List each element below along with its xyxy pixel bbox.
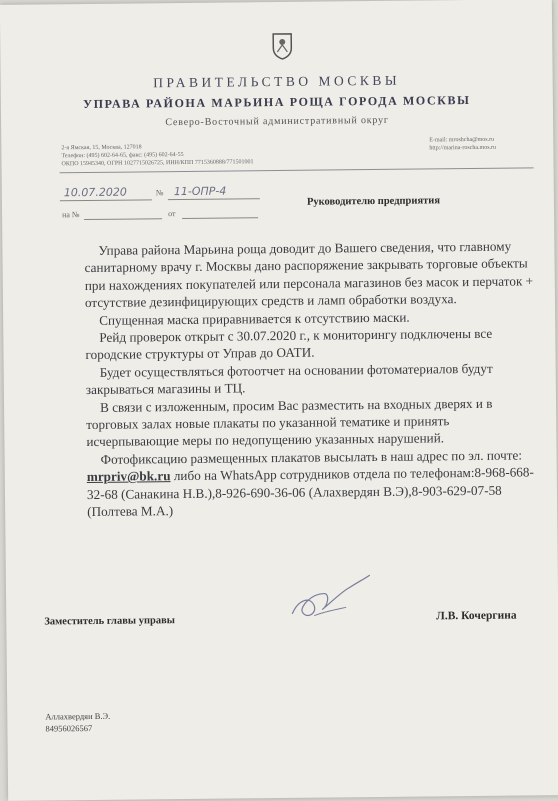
- number-label: №: [155, 188, 164, 198]
- date-underline: [60, 199, 152, 201]
- on-number-underline: [84, 218, 162, 220]
- government-title: ПРАВИТЕЛЬСТВО МОСКВЫ: [153, 72, 401, 91]
- number-underline: [168, 198, 260, 200]
- letter-date: 10.07.2020: [63, 185, 127, 200]
- okrug-subtitle: Северо-Восточный административный округ: [165, 114, 389, 129]
- paragraph-6-end: либо на WhatsApp сотрудников отдела по телефонам:8-968-668-32-68 (Санакина Н.В.),8-926-690-36-06 (Алахвердян В.Э),8-903-629-07-58 (Полтева М.А.): [86, 464, 534, 520]
- address-line: 2-я Ямская, 15, Москва, 127018: [61, 144, 142, 152]
- uprava-title: УПРАВА РАЙОНА МАРЬИНА РОЩА ГОРОДА МОСКВЫ: [83, 92, 471, 112]
- paragraph-6: [87, 446, 538, 520]
- email-line: E-mail: mroshcha@mos.ru: [429, 136, 495, 144]
- paragraph-3: Рейд проверок открыт с 30.07.2020 г., к мониторингу подключены все городские структуры от Управ до ОАТИ.: [85, 325, 493, 363]
- on-number-label: на №: [62, 210, 80, 220]
- signatory-name: Л.В. Кочергина: [436, 609, 517, 623]
- paragraph-4: Будет осуществляться фотоотчет на основании фотоматериалов будут закрываться магазины и ТЦ.: [85, 360, 493, 398]
- signatory-position: Заместитель главы управы: [44, 615, 175, 628]
- paragraph-1: Управа района Марьина роща доводит до Вашего сведения, что главному санитарному врачу г. Москвы дано распоряжение закрывать торговые объекты при нахождениях покупателей или персонала магазинов без масок и перчаток + отсутствие дезинфицирующих средств и ламп обработки воздуха.: [84, 238, 534, 311]
- from-label: от: [167, 209, 176, 219]
- phone-line: Телефон: (495) 602-64-65, факс: (495) 602-64-55: [61, 151, 184, 160]
- registration-line: ОКПО 15945340, ОГРН 1027715026725, ИНН/КПП 7715360888/771501001: [61, 159, 254, 168]
- paragraph-2: Спущенная маска приравнивается к отсутствию маски.: [99, 309, 410, 328]
- paragraph-5: В связи с изложенным, просим Вас разместить на входных дверях и в торговых залах новые плакаты по указанной тематике и принять исчерпывающие меры по недопущению указанных нарушений.: [86, 395, 493, 450]
- letter-body: [84, 237, 537, 520]
- letter-number: 11-ОПР-4: [173, 184, 227, 199]
- executor-name: Аллахвердян В.Э.: [45, 710, 111, 722]
- executor-block: [45, 710, 110, 735]
- handwritten-signature: [284, 571, 375, 632]
- contacts-block: [61, 141, 341, 168]
- contacts-web-block: [429, 135, 539, 152]
- email-link[interactable]: mrpriv@bk.ru: [86, 468, 171, 485]
- paragraph-6-start: Фотофиксацию размещенных плакатов высылать в наш адрес по эл. почте:: [100, 447, 523, 467]
- web-line: http://marina-roscha.mos.ru: [429, 144, 497, 152]
- addressee: Руководителю предприятия: [306, 195, 441, 208]
- moscow-coat-of-arms-icon: [271, 32, 293, 60]
- from-underline: [182, 217, 258, 219]
- header-divider: [60, 167, 534, 173]
- executor-phone: 84956026567: [45, 722, 93, 734]
